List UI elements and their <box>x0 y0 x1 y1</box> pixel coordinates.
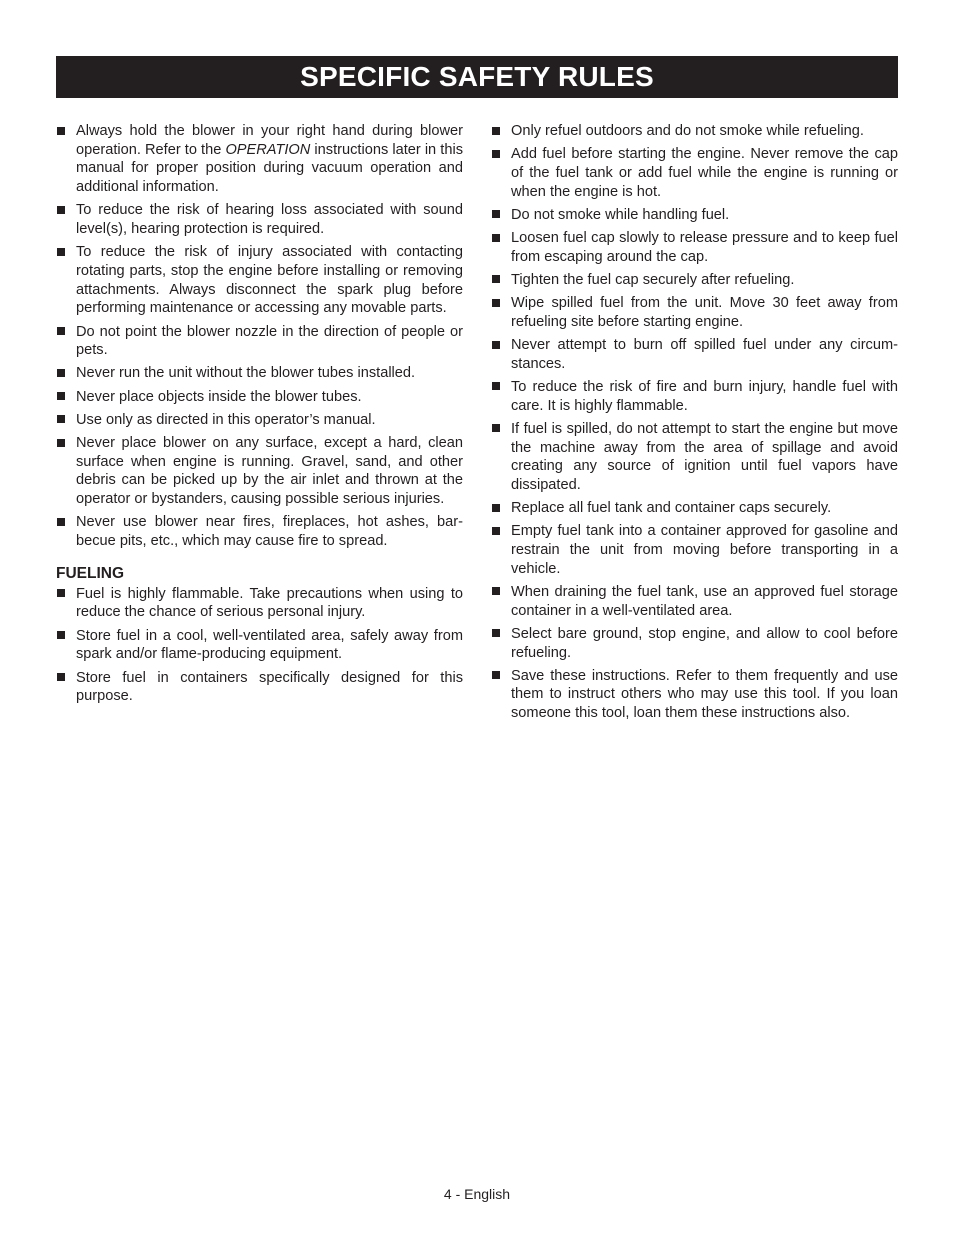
list-item: Never place blower on any surface, except a hard, clean surface when engine is running. Gravel, sand, and other debris can be picked up by the air inlet and thrown at the operator or bystanders, causing possible serious injuries. <box>56 434 463 509</box>
square-bullet-icon <box>492 424 500 432</box>
square-bullet-icon <box>57 327 65 335</box>
square-bullet-icon <box>57 518 65 526</box>
square-bullet-icon <box>492 210 500 218</box>
square-bullet-icon <box>492 127 500 135</box>
list-item: Empty fuel tank into a container approved for gasoline and restrain the unit from moving before transporting in a vehicle. <box>491 522 898 578</box>
list-item: To reduce the risk of fire and burn injury, handle fuel with care. It is highly flammable. <box>491 378 898 415</box>
list-item: Wipe spilled fuel from the unit. Move 30 feet away from refueling site before starting engine. <box>491 294 898 331</box>
list-item: Replace all fuel tank and container caps securely. <box>491 499 898 518</box>
square-bullet-icon <box>57 631 65 639</box>
list-item: Fuel is highly flammable. Take precautions when using to reduce the chance of serious personal injury. <box>56 585 463 622</box>
square-bullet-icon <box>492 234 500 242</box>
list-item: Save these instructions. Refer to them frequently and use them to instruct others who may use this tool. If you loan someone this tool, loan them these instructions also. <box>491 667 898 723</box>
square-bullet-icon <box>57 673 65 681</box>
fueling-rules-list-continued <box>491 122 898 723</box>
square-bullet-icon <box>492 341 500 349</box>
list-item: Do not point the blower nozzle in the direction of people or pets. <box>56 323 463 360</box>
list-item: Store fuel in containers specifically designed for this purpose. <box>56 669 463 706</box>
list-item: Do not smoke while handling fuel. <box>491 206 898 225</box>
list-item: If fuel is spilled, do not attempt to start the engine but move the machine away from the area of spillage and avoid creating any source of ignition until fuel vapors have dissipated. <box>491 420 898 495</box>
list-item: To reduce the risk of hearing loss associated with sound level(s), hearing protection is required. <box>56 201 463 238</box>
fueling-heading: FUELING <box>56 564 125 582</box>
square-bullet-icon <box>492 504 500 512</box>
list-item: Tighten the fuel cap securely after refueling. <box>491 271 898 290</box>
page-title: SPECIFIC SAFETY RULES <box>300 61 654 92</box>
square-bullet-icon <box>492 629 500 637</box>
title-banner <box>56 56 898 98</box>
fueling-rules-list <box>56 585 463 706</box>
square-bullet-icon <box>492 299 500 307</box>
square-bullet-icon <box>492 150 500 158</box>
square-bullet-icon <box>57 206 65 214</box>
square-bullet-icon <box>492 275 500 283</box>
square-bullet-icon <box>57 392 65 400</box>
list-item: Never use blower near fires, fireplaces, hot ashes, bar-becue pits, etc., which may cause fire to spread. <box>56 513 463 550</box>
square-bullet-icon <box>57 127 65 135</box>
square-bullet-icon <box>492 382 500 390</box>
square-bullet-icon <box>57 415 65 423</box>
list-item: Loosen fuel cap slowly to release pressure and to keep fuel from escaping around the cap. <box>491 229 898 266</box>
list-item: Select bare ground, stop engine, and allow to cool before refueling. <box>491 625 898 662</box>
list-item: Store fuel in a cool, well-ventilated area, safely away from spark and/or flame-producing equipment. <box>56 627 463 664</box>
list-item: Use only as directed in this operator’s manual. <box>56 411 463 430</box>
square-bullet-icon <box>57 439 65 447</box>
list-item: Add fuel before starting the engine. Never remove the cap of the fuel tank or add fuel while the engine is running or when the engine is hot. <box>491 145 898 201</box>
square-bullet-icon <box>492 671 500 679</box>
square-bullet-icon <box>492 527 500 535</box>
list-item: Always hold the blower in your right hand during blower operation. Refer to the OPERATION instructions later in this manual for proper position during vacuum operation and additional information. <box>56 122 463 197</box>
general-rules-list <box>56 122 463 551</box>
left-column <box>56 122 463 710</box>
list-item: Never attempt to burn off spilled fuel under any circum-stances. <box>491 336 898 373</box>
square-bullet-icon <box>57 369 65 377</box>
list-item: Never run the unit without the blower tubes installed. <box>56 364 463 383</box>
right-column <box>491 122 898 727</box>
square-bullet-icon <box>57 248 65 256</box>
list-item: When draining the fuel tank, use an approved fuel storage container in a well-ventilated area. <box>491 583 898 620</box>
square-bullet-icon <box>492 587 500 595</box>
square-bullet-icon <box>57 589 65 597</box>
list-item: To reduce the risk of injury associated with contacting rotating parts, stop the engine before installing or removing attachments. Always disconnect the spark plug before performing maintenance or accessing any movable parts. <box>56 243 463 318</box>
list-item: Only refuel outdoors and do not smoke while refueling. <box>491 122 898 141</box>
list-item: Never place objects inside the blower tubes. <box>56 388 463 407</box>
page-footer: 4 - English <box>443 1186 511 1202</box>
